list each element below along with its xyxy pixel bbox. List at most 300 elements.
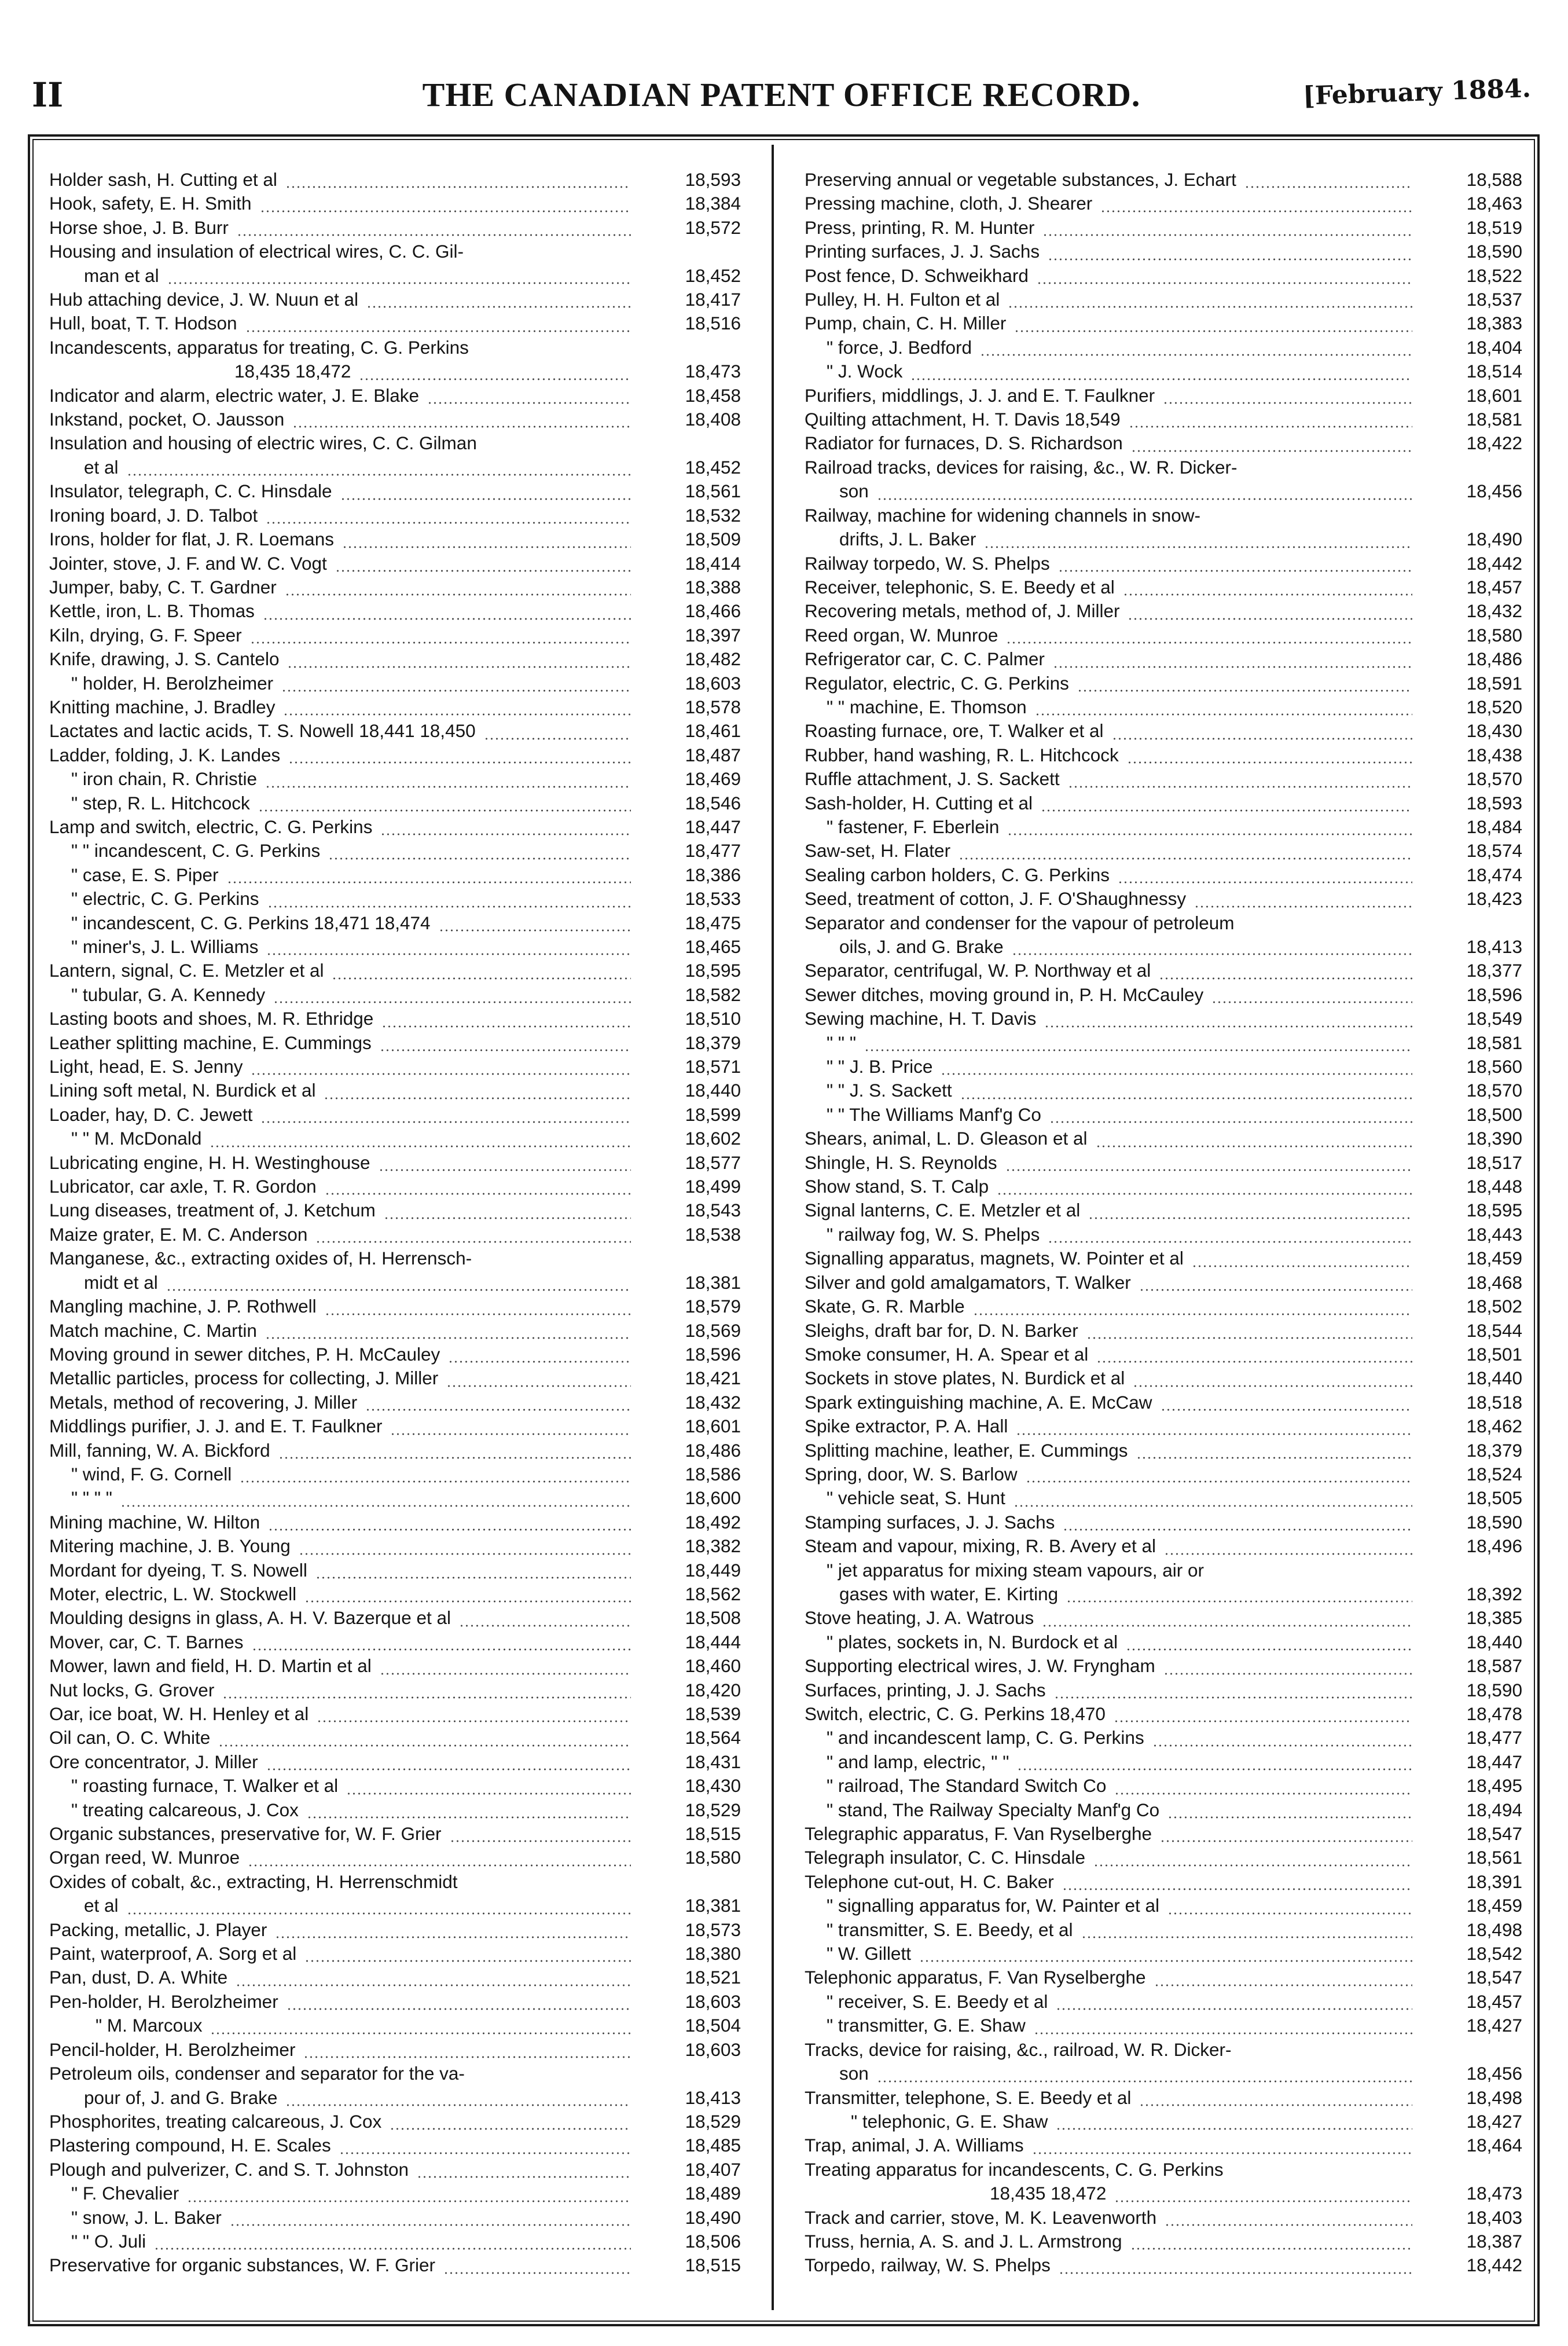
patent-number: 18,457 <box>1466 576 1522 598</box>
patent-number: 18,509 <box>685 529 741 550</box>
entry-subject: Quilting attachment, H. T. Davis 18,549 <box>805 409 1121 430</box>
index-entry <box>805 1822 1522 1846</box>
index-entry <box>805 1391 1522 1414</box>
entry-subject: Truss, hernia, A. S. and J. L. Armstrong <box>805 2230 1122 2252</box>
patent-number: 18,499 <box>685 1176 741 1197</box>
index-entry <box>49 1247 741 1270</box>
index-entry <box>49 311 741 335</box>
index-entry <box>49 1942 741 1966</box>
entry-subject: Stove heating, J. A. Watrous <box>805 1607 1034 1629</box>
entry-subject: Lactates and lactic acids, T. S. Nowell 18,441 18,450 <box>49 720 476 742</box>
entry-subject: Insulation and housing of electric wires, C. C. Gilman <box>49 432 477 454</box>
index-entry <box>805 1750 1522 1774</box>
dot-leader <box>1013 1505 1412 1507</box>
patent-number: 18,466 <box>685 600 741 622</box>
patent-number: 18,459 <box>1466 1895 1522 1916</box>
dot-leader <box>1042 234 1412 236</box>
index-entry <box>805 552 1522 575</box>
index-entry <box>805 336 1522 360</box>
patent-number: 18,456 <box>1466 481 1522 502</box>
dot-leader <box>1211 1001 1412 1003</box>
index-entry <box>805 240 1522 263</box>
patent-number: 18,485 <box>685 2135 741 2156</box>
patent-number: 18,601 <box>685 1416 741 1437</box>
index-entry <box>805 456 1522 479</box>
dot-leader <box>127 1912 631 1915</box>
entry-subject: Recovering metals, method of, J. Miller <box>805 600 1120 622</box>
entry-subject: " transmitter, G. E. Shaw <box>827 2015 1026 2036</box>
index-column-left <box>49 168 741 2278</box>
dot-leader <box>1112 738 1412 740</box>
patent-number: 18,595 <box>1466 1200 1522 1221</box>
index-entry <box>49 1798 741 1822</box>
entry-subject: Ruffle attachment, J. S. Sackett <box>805 768 1060 790</box>
entry-subject: Oil can, O. C. White <box>49 1727 211 1748</box>
index-entry <box>49 1750 741 1774</box>
dot-leader <box>1131 450 1412 452</box>
index-entry <box>805 2014 1522 2037</box>
index-entry <box>49 168 741 192</box>
entry-subject: Moulding designs in glass, A. H. V. Bazerque et al <box>49 1607 451 1629</box>
index-entry <box>805 1486 1522 1510</box>
index-entry <box>805 1031 1522 1055</box>
index-entry <box>49 479 741 503</box>
patent-number: 18,486 <box>1466 648 1522 670</box>
index-entry <box>805 2110 1522 2134</box>
dot-leader <box>240 1480 631 1483</box>
dot-leader <box>359 378 631 380</box>
patent-number: 18,442 <box>1466 552 1522 574</box>
entry-subject: " holder, H. Berolzheimer <box>71 672 274 694</box>
dot-leader <box>248 1864 631 1867</box>
index-entry <box>805 2038 1522 2062</box>
patent-number: 18,602 <box>685 1128 741 1149</box>
entry-subject: " iron chain, R. Christie <box>71 768 258 790</box>
dot-leader <box>307 1816 631 1819</box>
dot-leader <box>1244 186 1412 188</box>
patent-number: 18,519 <box>1466 217 1522 238</box>
entry-subject: Incandescents, apparatus for treating, C. G. Perkins <box>49 336 469 358</box>
patent-number: 18,457 <box>1466 1991 1522 2012</box>
patent-number: 18,590 <box>1466 1511 1522 1533</box>
entry-subject: Mill, fanning, W. A. Bickford <box>49 1439 270 1461</box>
dot-leader <box>315 1577 631 1579</box>
entry-subject: " force, J. Bedford <box>827 336 972 358</box>
dot-leader <box>381 1025 631 1028</box>
index-entry <box>49 1582 741 1606</box>
dot-leader <box>1163 402 1412 404</box>
dot-leader <box>1037 282 1412 284</box>
index-entry <box>805 1606 1522 1630</box>
patent-number: 18,420 <box>685 1679 741 1700</box>
patent-number: 18,596 <box>1466 984 1522 1005</box>
index-entry <box>49 1343 741 1366</box>
dot-leader <box>187 2200 631 2202</box>
entry-subject: " F. Chevalier <box>71 2183 179 2204</box>
dot-leader <box>1123 593 1412 596</box>
index-entry <box>805 527 1522 551</box>
patent-number: 18,518 <box>1466 1391 1522 1413</box>
entry-subject: " " incandescent, C. G. Perkins <box>71 840 321 862</box>
patent-number: 18,578 <box>685 696 741 717</box>
dot-leader <box>973 1313 1412 1315</box>
index-entry <box>49 575 741 599</box>
dot-leader <box>166 1289 631 1291</box>
index-entry <box>805 2182 1522 2205</box>
index-entry <box>805 695 1522 719</box>
index-entry <box>49 408 741 431</box>
index-entry <box>805 1630 1522 1654</box>
entry-subject: Radiator for furnaces, D. S. Richardson <box>805 432 1123 454</box>
index-entry <box>805 1414 1522 1438</box>
dot-leader <box>450 1840 631 1842</box>
entry-subject: Moving ground in sewer ditches, P. H. McCauley <box>49 1343 440 1365</box>
patent-number: 18,542 <box>1466 1943 1522 1964</box>
entry-subject: " " machine, E. Thomson <box>827 696 1027 717</box>
index-entry <box>805 959 1522 983</box>
patent-number: 18,508 <box>685 1607 741 1629</box>
patent-number: 18,461 <box>685 720 741 742</box>
dot-leader <box>292 426 631 428</box>
patent-number: 18,482 <box>685 648 741 670</box>
patent-number: 18,430 <box>1466 720 1522 742</box>
dot-leader <box>1160 1840 1412 1842</box>
index-entry <box>805 2062 1522 2085</box>
entry-subject: Shingle, H. S. Reynolds <box>805 1152 997 1173</box>
index-entry <box>49 1726 741 1750</box>
index-entry <box>805 1942 1522 1966</box>
dot-leader <box>1164 1553 1412 1555</box>
patent-number: 18,403 <box>1466 2206 1522 2228</box>
entry-subject: drifts, J. L. Baker <box>839 529 976 550</box>
entry-subject: " " The Williams Manf'g Co <box>827 1104 1041 1125</box>
patent-number: 18,574 <box>1466 840 1522 862</box>
entry-subject: " receiver, S. E. Beedy et al <box>827 1991 1048 2012</box>
patent-number: 18,473 <box>1466 2183 1522 2204</box>
index-entry <box>805 1726 1522 1750</box>
index-entry <box>805 815 1522 839</box>
index-entry <box>805 1151 1522 1175</box>
patent-number: 18,490 <box>1466 529 1522 550</box>
patent-number: 18,546 <box>685 792 741 813</box>
dot-leader <box>1093 1864 1412 1867</box>
index-entry <box>805 408 1522 431</box>
entry-subject: Show stand, S. T. Calp <box>805 1176 989 1197</box>
dot-leader <box>390 2128 631 2130</box>
index-entry <box>49 1414 741 1438</box>
patent-number: 18,516 <box>685 313 741 334</box>
index-entry <box>805 1511 1522 1534</box>
entry-subject: Separator, centrifugal, W. P. Northway et al <box>805 960 1151 981</box>
entry-subject: Shears, animal, L. D. Gleason et al <box>805 1128 1088 1149</box>
dot-leader <box>210 1145 631 1148</box>
dot-leader <box>1192 1265 1412 1267</box>
dot-leader <box>365 1409 631 1411</box>
index-entry <box>805 599 1522 623</box>
index-entry <box>805 1127 1522 1150</box>
dot-leader <box>245 330 631 332</box>
entry-subject: Supporting electrical wires, J. W. Fryngham <box>805 1655 1155 1677</box>
dot-leader <box>285 186 631 188</box>
dot-leader <box>459 1625 631 1627</box>
dot-leader <box>1128 618 1412 620</box>
entry-subject: Lantern, signal, C. E. Metzler et al <box>49 960 324 981</box>
entry-subject: Spike extractor, P. A. Hall <box>805 1416 1008 1437</box>
entry-subject: Saw-set, H. Flater <box>805 840 951 862</box>
patent-number: 18,505 <box>1466 1487 1522 1509</box>
entry-subject: Manganese, &c., extracting oxides of, H. Herrensch- <box>49 1248 472 1269</box>
patent-number: 18,387 <box>1466 2230 1522 2252</box>
index-entry <box>805 1055 1522 1079</box>
patent-number: 18,581 <box>1466 1032 1522 1053</box>
index-entry <box>805 624 1522 647</box>
entry-subject: Preserving annual or vegetable substances, J. Echart <box>805 169 1236 190</box>
entry-subject: Organ reed, W. Munroe <box>49 1847 240 1868</box>
entry-subject: Preservative for organic substances, W. F. Grier <box>49 2255 435 2276</box>
patent-number: 18,438 <box>1466 744 1522 765</box>
dot-leader <box>1096 1145 1412 1148</box>
patent-number: 18,385 <box>1466 1607 1522 1629</box>
index-entry <box>49 672 741 695</box>
index-entry <box>49 887 741 911</box>
dot-leader <box>1126 1648 1412 1651</box>
dot-leader <box>267 906 631 908</box>
patent-number: 18,413 <box>1466 936 1522 957</box>
entry-subject: Lamp and switch, electric, C. G. Perkins <box>49 816 373 837</box>
entry-subject: " electric, C. G. Perkins <box>71 888 259 910</box>
patent-number: 18,456 <box>1466 2063 1522 2084</box>
entry-subject: Printing surfaces, J. J. Sachs <box>805 241 1040 262</box>
patent-number: 18,478 <box>1466 1703 1522 1724</box>
index-entry <box>805 1846 1522 1870</box>
index-entry <box>49 431 741 455</box>
entry-subject: Housing and insulation of electrical wires, C. C. Gil- <box>49 241 464 262</box>
index-entry <box>49 1559 741 1582</box>
patent-number: 18,377 <box>1466 960 1522 981</box>
entry-subject: " and lamp, electric, " " <box>827 1751 1009 1772</box>
patent-number: 18,477 <box>1466 1727 1522 1748</box>
dot-leader <box>1114 1720 1412 1722</box>
patent-number: 18,561 <box>685 481 741 502</box>
dot-leader <box>324 1097 631 1099</box>
patent-number: 18,510 <box>685 1008 741 1029</box>
index-entry <box>805 1103 1522 1127</box>
column-divider <box>772 145 774 2310</box>
entry-subject: Indicator and alarm, electric water, J. E. Blake <box>49 384 420 406</box>
entry-subject: " and incandescent lamp, C. G. Perkins <box>827 1727 1144 1748</box>
index-entry <box>805 935 1522 959</box>
index-entry <box>49 456 741 479</box>
patent-number: 18,448 <box>1466 1176 1522 1197</box>
dot-leader <box>1081 1936 1412 1938</box>
dot-leader <box>299 1553 631 1555</box>
index-entry <box>49 791 741 815</box>
entry-subject: midt et al <box>84 1271 158 1293</box>
entry-subject: Inkstand, pocket, O. Jausson <box>49 409 285 430</box>
patent-number: 18,465 <box>685 936 741 957</box>
entry-subject: Organic substances, preservative for, W. F. Grier <box>49 1823 442 1845</box>
dot-leader <box>325 1193 631 1195</box>
patent-number: 18,495 <box>1466 1775 1522 1797</box>
index-entry <box>805 192 1522 215</box>
index-entry <box>49 2253 741 2277</box>
dot-leader <box>342 546 631 548</box>
index-entry <box>805 767 1522 791</box>
patent-number: 18,379 <box>685 1032 741 1053</box>
entry-subject: Signal lanterns, C. E. Metzler et al <box>805 1200 1081 1221</box>
entry-subject: Sewer ditches, moving ground in, P. H. McCauley <box>805 984 1204 1005</box>
patent-number: 18,440 <box>1466 1368 1522 1389</box>
index-entry <box>49 2206 741 2230</box>
index-entry <box>805 2086 1522 2110</box>
entry-subject: Rubber, hand washing, R. L. Hitchcock <box>805 744 1119 765</box>
entry-subject: Irons, holder for flat, J. R. Loemans <box>49 529 334 550</box>
index-entry <box>49 1534 741 1558</box>
entry-subject: Separator and condenser for the vapour of petroleum <box>805 912 1235 933</box>
patent-number: 18,532 <box>685 504 741 526</box>
dot-leader <box>1194 906 1412 908</box>
patent-number: 18,489 <box>685 2183 741 2204</box>
entry-subject: Pan, dust, D. A. White <box>49 1967 228 1988</box>
patent-number: 18,468 <box>1466 1271 1522 1293</box>
entry-subject: oils, J. and G. Brake <box>839 936 1004 957</box>
patent-number: 18,494 <box>1466 1799 1522 1820</box>
index-entry <box>805 2134 1522 2157</box>
dot-leader <box>390 1433 631 1435</box>
entry-subject: Seed, treatment of cotton, J. F. O'Shaughnessy <box>805 888 1187 910</box>
dot-leader <box>1165 2224 1412 2226</box>
patent-number: 18,601 <box>1466 384 1522 406</box>
dot-leader <box>251 1073 631 1075</box>
index-entry <box>49 2110 741 2134</box>
entry-subject: " wind, F. G. Cornell <box>71 1463 232 1484</box>
entry-subject: 18,435 18,472 <box>234 361 351 382</box>
entry-subject: Light, head, E. S. Jenny <box>49 1056 243 1077</box>
dot-leader <box>439 929 631 932</box>
index-entry <box>49 1702 741 1726</box>
dot-leader <box>339 2152 631 2154</box>
dot-leader <box>959 857 1412 860</box>
patent-number: 18,440 <box>685 1080 741 1101</box>
index-entry <box>49 1774 741 1798</box>
patent-number: 18,593 <box>1466 792 1522 813</box>
dot-leader <box>325 1313 631 1315</box>
entry-subject: Packing, metallic, J. Player <box>49 1919 267 1940</box>
dot-leader <box>1118 881 1412 884</box>
dot-leader <box>252 1648 631 1651</box>
dot-leader <box>1100 210 1412 212</box>
dot-leader <box>1136 1457 1412 1459</box>
patent-number: 18,460 <box>685 1655 741 1677</box>
index-entry <box>49 1439 741 1462</box>
index-entry <box>49 216 741 240</box>
entry-subject: Spring, door, W. S. Barlow <box>805 1463 1018 1484</box>
entry-subject: Mordant for dyeing, T. S. Nowell <box>49 1559 307 1581</box>
entry-subject: " " J. S. Sackett <box>827 1080 952 1101</box>
entry-subject: Purifiers, middlings, J. J. and E. T. Faulkner <box>805 384 1155 406</box>
patent-number: 18,522 <box>1466 265 1522 286</box>
index-entry <box>49 1198 741 1222</box>
index-entry <box>805 791 1522 815</box>
dot-leader <box>285 593 631 596</box>
entry-subject: et al <box>84 1895 119 1916</box>
entry-subject: " " J. B. Price <box>827 1056 933 1077</box>
index-entry <box>805 384 1522 408</box>
index-entry <box>805 2206 1522 2230</box>
index-entry <box>49 2134 741 2157</box>
index-entry <box>49 1319 741 1343</box>
entry-subject: " snow, J. L. Baker <box>71 2206 222 2228</box>
index-entry <box>49 1007 741 1031</box>
entry-subject: Telegraphic apparatus, F. Van Ryselberghe <box>805 1823 1152 1845</box>
entry-subject: Track and carrier, stove, M. K. Leavenworth <box>805 2206 1157 2228</box>
index-entry <box>49 935 741 959</box>
dot-leader <box>1139 1289 1412 1291</box>
dot-leader <box>1059 2272 1412 2274</box>
patent-number: 18,582 <box>685 984 741 1005</box>
patent-number: 18,463 <box>1466 193 1522 214</box>
entry-subject: Sleighs, draft bar for, D. N. Barker <box>805 1319 1078 1341</box>
dot-leader <box>266 953 631 955</box>
dot-leader <box>1012 953 1412 955</box>
patent-number: 18,423 <box>1466 888 1522 910</box>
patent-number: 18,492 <box>685 1511 741 1533</box>
index-column-right <box>805 168 1522 2278</box>
index-entry <box>49 2182 741 2205</box>
dot-leader <box>1056 2008 1412 2010</box>
dot-leader <box>275 1936 631 1938</box>
entry-subject: " tubular, G. A. Kennedy <box>71 984 266 1005</box>
entry-subject: Telegraph insulator, C. C. Hinsdale <box>805 1847 1086 1868</box>
entry-subject: Jumper, baby, C. T. Gardner <box>49 576 277 598</box>
dot-leader <box>380 833 631 835</box>
patent-number: 18,544 <box>1466 1319 1522 1341</box>
entry-subject: Refrigerator car, C. C. Palmer <box>805 648 1045 670</box>
patent-number: 18,500 <box>1466 1104 1522 1125</box>
patent-number: 18,506 <box>685 2230 741 2252</box>
dot-leader <box>1006 642 1412 644</box>
dot-leader <box>379 1169 631 1171</box>
dot-leader <box>278 1457 631 1459</box>
entry-subject: Post fence, D. Schweikhard <box>805 265 1029 286</box>
entry-subject: son <box>839 2063 869 2084</box>
index-entry <box>805 1439 1522 1462</box>
index-entry <box>49 2086 741 2110</box>
publication-title: THE CANADIAN PATENT OFFICE RECORD. <box>422 76 1141 113</box>
index-entry <box>49 624 741 647</box>
index-entry <box>49 1271 741 1295</box>
index-entry <box>49 719 741 743</box>
index-entry <box>49 1055 741 1079</box>
dot-leader <box>260 1121 631 1123</box>
patent-number: 18,383 <box>1466 313 1522 334</box>
patent-number: 18,447 <box>685 816 741 837</box>
dot-leader <box>864 1049 1412 1051</box>
patent-number: 18,381 <box>685 1271 741 1293</box>
index-entry <box>49 1606 741 1630</box>
dot-leader <box>332 977 631 980</box>
dot-leader <box>303 2056 631 2058</box>
entry-subject: man et al <box>84 265 159 286</box>
patent-number: 18,521 <box>685 1967 741 1988</box>
patent-number: 18,422 <box>1466 432 1522 454</box>
index-entry <box>805 1582 1522 1606</box>
index-entry <box>49 336 741 360</box>
patent-number: 18,459 <box>1466 1248 1522 1269</box>
entry-subject: Signalling apparatus, magnets, W. Pointer et al <box>805 1248 1184 1269</box>
entry-subject: " vehicle seat, S. Hunt <box>827 1487 1005 1509</box>
patent-number: 18,504 <box>685 2015 741 2036</box>
